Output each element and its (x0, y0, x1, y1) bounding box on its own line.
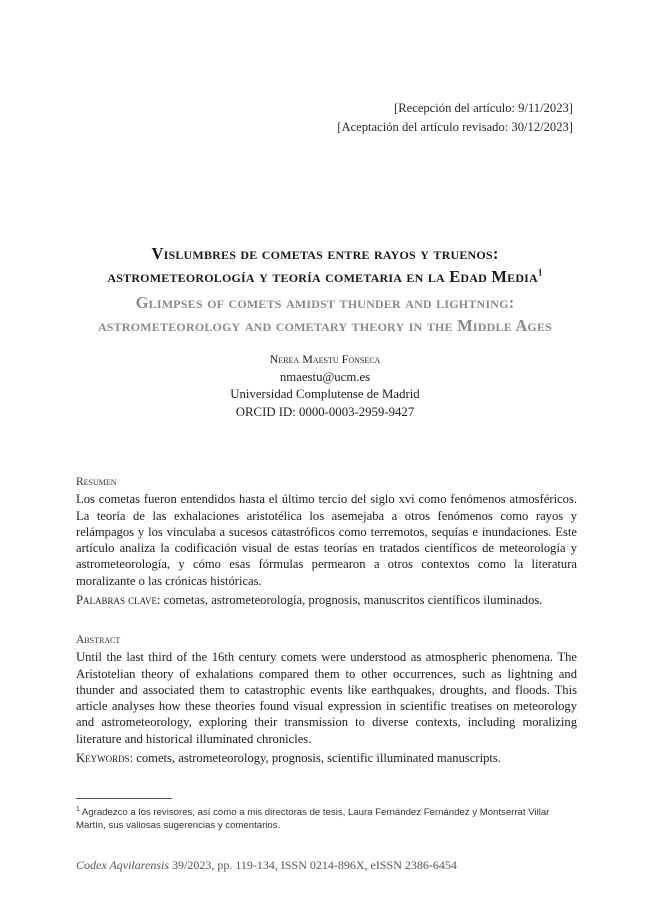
resumen-body: Los cometas fueron entendidos hasta el último tercio del siglo xvi como fenómenos atmosféricos. La teoría de las exhalaciones aristotélica los asemejaba a otros fenómenos como rayos y relámpagos y los vinculaba a sucesos catastróficos como terremotos, sequías e inundaciones. Este artículo analiza la codificación visual de estas teorías en tratados científicos de meteorología y astrometeorología, y cómo esas fórmulas permearon a otros contextos como la literatura moralizante o las crónicas históricas. (76, 492, 577, 588)
abstract-body: Until the last third of the 16th century comets were understood as atmospheric phenomena. The Aristotelian theory of exhalations compared them to other occurrences, such as lightning and thunder and associated them to catastrophic events like earthquakes, droughts, and floods. This article analyses how these theories found visual expression in scientific treatises on meteorology and astrometeorology, exploring their transmission to diverse contexts, including moralizing literature and historical illuminated chronicles. (76, 650, 577, 746)
footnote-divider (76, 798, 172, 799)
received-date: [Recepción del artículo: 9/11/2023] (394, 101, 573, 115)
title-block (40, 242, 610, 337)
resumen-keywords (76, 592, 577, 608)
author-name: Nerea Maestu Fonseca (269, 352, 381, 366)
article-dates (337, 99, 573, 137)
footnote (76, 806, 581, 832)
abstract-keywords-label: Keywords (76, 751, 130, 766)
author-email[interactable]: nmaestu@ucm.es (279, 369, 371, 384)
abstract-label: Abstract (76, 634, 121, 646)
spanish-title (40, 242, 610, 288)
english-title-line-1: Glimpses of comets amidst thunder and lightning: (135, 293, 515, 312)
abstract-keywords (76, 750, 577, 766)
page-footer (76, 858, 457, 873)
author-orcid: ORCID ID: 0000-0003-2959-9427 (235, 404, 415, 419)
spanish-title-line-1: Vislumbres de cometas entre rayos y truenos: (151, 244, 499, 263)
resumen-keywords-text: : cometas, astrometeorología, prognosis, manuscritos científicos iluminados. (157, 593, 543, 608)
journal-citation: 39/2023, pp. 119-134, ISSN 0214-896X, eISSN 2386-6454 (169, 858, 457, 872)
author-affiliation: Universidad Complutense de Madrid (230, 387, 420, 401)
spanish-title-line-2 (40, 265, 610, 288)
footnote-text: Agradezco a los revisores, así como a mis directoras de tesis, Laura Fernández Fernández y Montserrat Villar Martín, sus valiosas sugerencias y comentarios. (76, 807, 550, 831)
accepted-date: [Aceptación del artículo revisado: 30/12/2023] (337, 120, 573, 134)
abstract-keywords-text: : comets, astrometeorology, prognosis, scientific illuminated manuscripts. (129, 751, 501, 766)
footnote-number: 1 (76, 805, 80, 813)
abstract-section (76, 632, 577, 766)
author-block (40, 351, 610, 421)
title-footnote-mark[interactable]: 1 (537, 267, 543, 278)
english-title-line-2: astrometeorology and cometary theory in the Middle Ages (97, 316, 553, 335)
resumen-label: Resumen (76, 476, 117, 488)
resumen-keywords-label: Palabras clave (76, 593, 157, 608)
spanish-title-line-2-text: astrometeorología y teoría cometaria en la Edad Media (107, 267, 538, 286)
resumen-section (76, 474, 577, 608)
english-title (40, 291, 610, 337)
journal-name: Codex Aqvilarensis (76, 858, 169, 872)
